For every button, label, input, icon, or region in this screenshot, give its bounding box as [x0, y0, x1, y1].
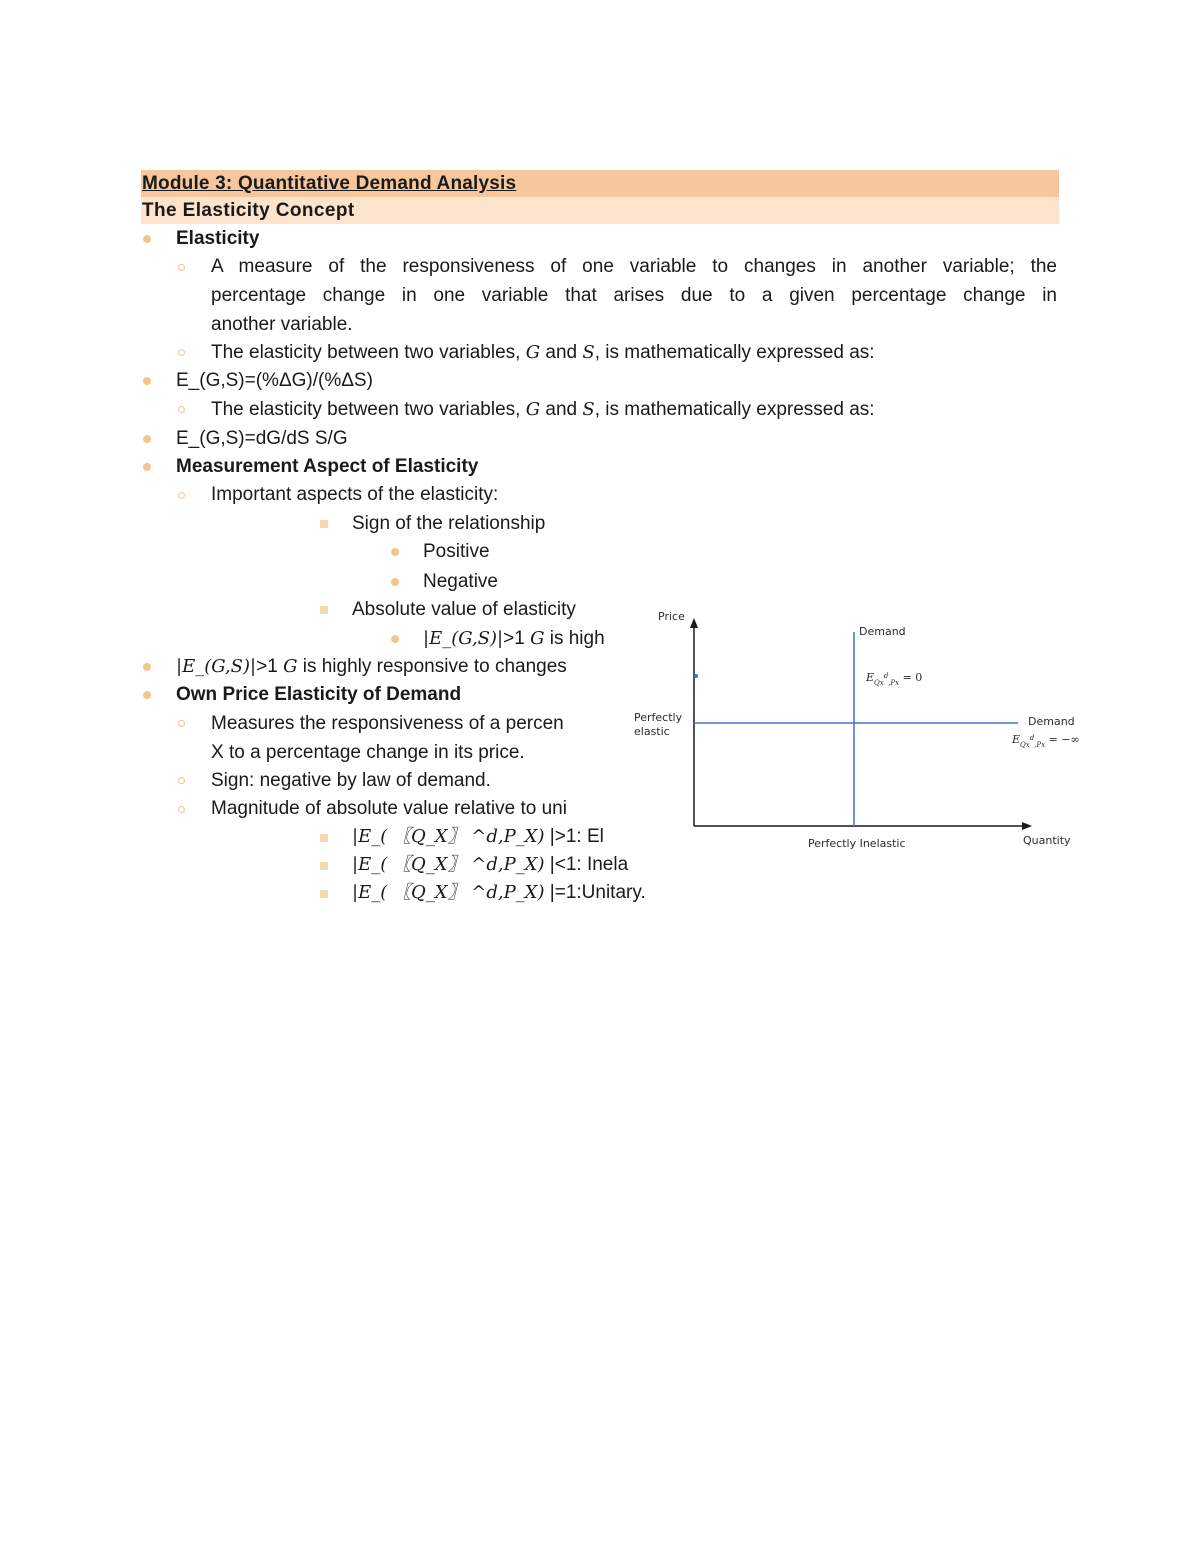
bullet-dot: [391, 548, 399, 556]
perfectly-elastic-label-1: Perfectly: [634, 711, 683, 724]
and-word: and: [540, 342, 583, 363]
bullet-square: [320, 520, 328, 528]
expression-intro-1: [211, 339, 875, 366]
formula-2: E_(G,S)=dG/dS S/G: [176, 428, 348, 449]
cond-text: |=1:Unitary.: [544, 882, 646, 903]
expr-suffix: , is mathematically expressed as:: [594, 399, 875, 420]
cond-math: |E_( 〖Q_X〗 ^d,P_X): [352, 826, 545, 847]
bullet-circle: [178, 720, 185, 727]
measurement-heading: Measurement Aspect of Elasticity: [176, 456, 479, 477]
bullet-circle: [178, 777, 185, 784]
cond-math: |E_( 〖Q_X〗 ^d,P_X): [352, 882, 545, 903]
condition-elastic: [352, 823, 614, 850]
abs-gt1-full: [176, 653, 567, 680]
positive-item: Positive: [423, 541, 490, 562]
bullet-square: [320, 890, 328, 898]
magnitude-line: Magnitude of absolute value relative to uni: [211, 798, 567, 819]
bullet-dot: [143, 235, 151, 243]
var-g: G: [525, 399, 541, 420]
bullet-dot: [143, 377, 151, 385]
cond-text: |<1: Inela: [544, 854, 629, 875]
negative-item: Negative: [423, 571, 498, 592]
expression-intro-2: [211, 396, 875, 423]
e-sub2: ,Px: [1034, 741, 1046, 749]
e-sup: d: [883, 672, 889, 680]
x-axis-arrow: [1022, 822, 1032, 830]
var-s: S: [582, 342, 595, 363]
abs-gt1-item: [423, 625, 613, 652]
abs-g: G: [530, 628, 545, 649]
var-s: S: [582, 399, 595, 420]
section-subtitle: The Elasticity Concept: [142, 200, 355, 221]
bullet-dot: [143, 435, 151, 443]
abs-tail: is high: [544, 628, 605, 649]
e-sub: Qx: [874, 679, 884, 687]
condition-unitary: [352, 879, 646, 906]
e-sub: Qx: [1020, 741, 1030, 749]
bullet-circle: [178, 406, 185, 413]
e-value: = 0: [899, 671, 923, 684]
sign-relationship: Sign of the relationship: [352, 513, 546, 534]
and-word: and: [540, 399, 583, 420]
elasticity-inf-label: [1011, 733, 1080, 749]
important-aspects: Important aspects of the elasticity:: [211, 484, 499, 505]
definition-line-1: A measure of the responsiveness of one variable to changes in another variable; the: [211, 256, 1057, 277]
chart-svg: [630, 598, 1100, 858]
abs-rest: >1: [256, 656, 284, 677]
sign-negative: Sign: negative by law of demand.: [211, 770, 491, 791]
bullet-square: [320, 834, 328, 842]
expr-suffix: , is mathematically expressed as:: [594, 342, 875, 363]
expr-prefix: The elasticity between two variables,: [211, 399, 526, 420]
own-price-heading: Own Price Elasticity of Demand: [176, 684, 462, 705]
measures-line-2: X to a percentage change in its price.: [211, 742, 525, 763]
perfectly-inelastic-label: Perfectly Inelastic: [808, 837, 906, 850]
e-sub2: ,Px: [888, 679, 900, 687]
perfectly-elastic-label-2: elastic: [634, 725, 670, 738]
bullet-dot: [143, 463, 151, 471]
price-label: Price: [658, 610, 685, 623]
abs-rest: >1: [503, 628, 531, 649]
cond-math: |E_( 〖Q_X〗 ^d,P_X): [352, 854, 545, 875]
bullet-circle: [178, 264, 185, 271]
cond-text: |>1: El: [544, 826, 604, 847]
var-g: G: [525, 342, 541, 363]
condition-inelastic: [352, 851, 629, 878]
bullet-dot: [143, 663, 151, 671]
e-symbol: E: [1012, 733, 1021, 746]
definition-line-2: percentage change in one variable that arises due to a given percentage change in: [211, 285, 1057, 306]
bullet-dot: [391, 578, 399, 586]
bullet-square: [320, 606, 328, 614]
abs-math: |E_(G,S)|: [423, 628, 504, 649]
e-value: = −∞: [1045, 733, 1080, 746]
expr-prefix: The elasticity between two variables,: [211, 342, 526, 363]
abs-g: G: [283, 656, 298, 677]
absolute-value-item: Absolute value of elasticity: [352, 599, 576, 620]
abs-math: |E_(G,S)|: [176, 656, 257, 677]
bullet-circle: [178, 349, 185, 356]
abs-full-tail: is highly responsive to changes: [297, 656, 567, 677]
page-title: Module 3: Quantitative Demand Analysis: [142, 173, 517, 194]
bullet-dot: [143, 691, 151, 699]
formula-1: E_(G,S)=(%ΔG)/(%ΔS): [176, 370, 373, 391]
bullet-circle: [178, 492, 185, 499]
e-sup: d: [1029, 734, 1035, 742]
elasticity-zero-label: [865, 671, 922, 687]
y-axis-arrow: [690, 618, 698, 628]
elasticity-chart: [630, 598, 1100, 858]
elasticity-heading: Elasticity: [176, 228, 260, 249]
demand-vertical-label: Demand: [859, 625, 906, 638]
definition-line-3: another variable.: [211, 314, 353, 335]
marker-dot: [694, 674, 698, 678]
demand-horizontal-label: Demand: [1028, 715, 1075, 728]
quantity-label: Quantity: [1023, 834, 1071, 847]
measures-line-1: Measures the responsiveness of a percen: [211, 713, 564, 734]
bullet-dot: [391, 635, 399, 643]
e-symbol: E: [866, 671, 875, 684]
bullet-circle: [178, 806, 185, 813]
bullet-square: [320, 862, 328, 870]
